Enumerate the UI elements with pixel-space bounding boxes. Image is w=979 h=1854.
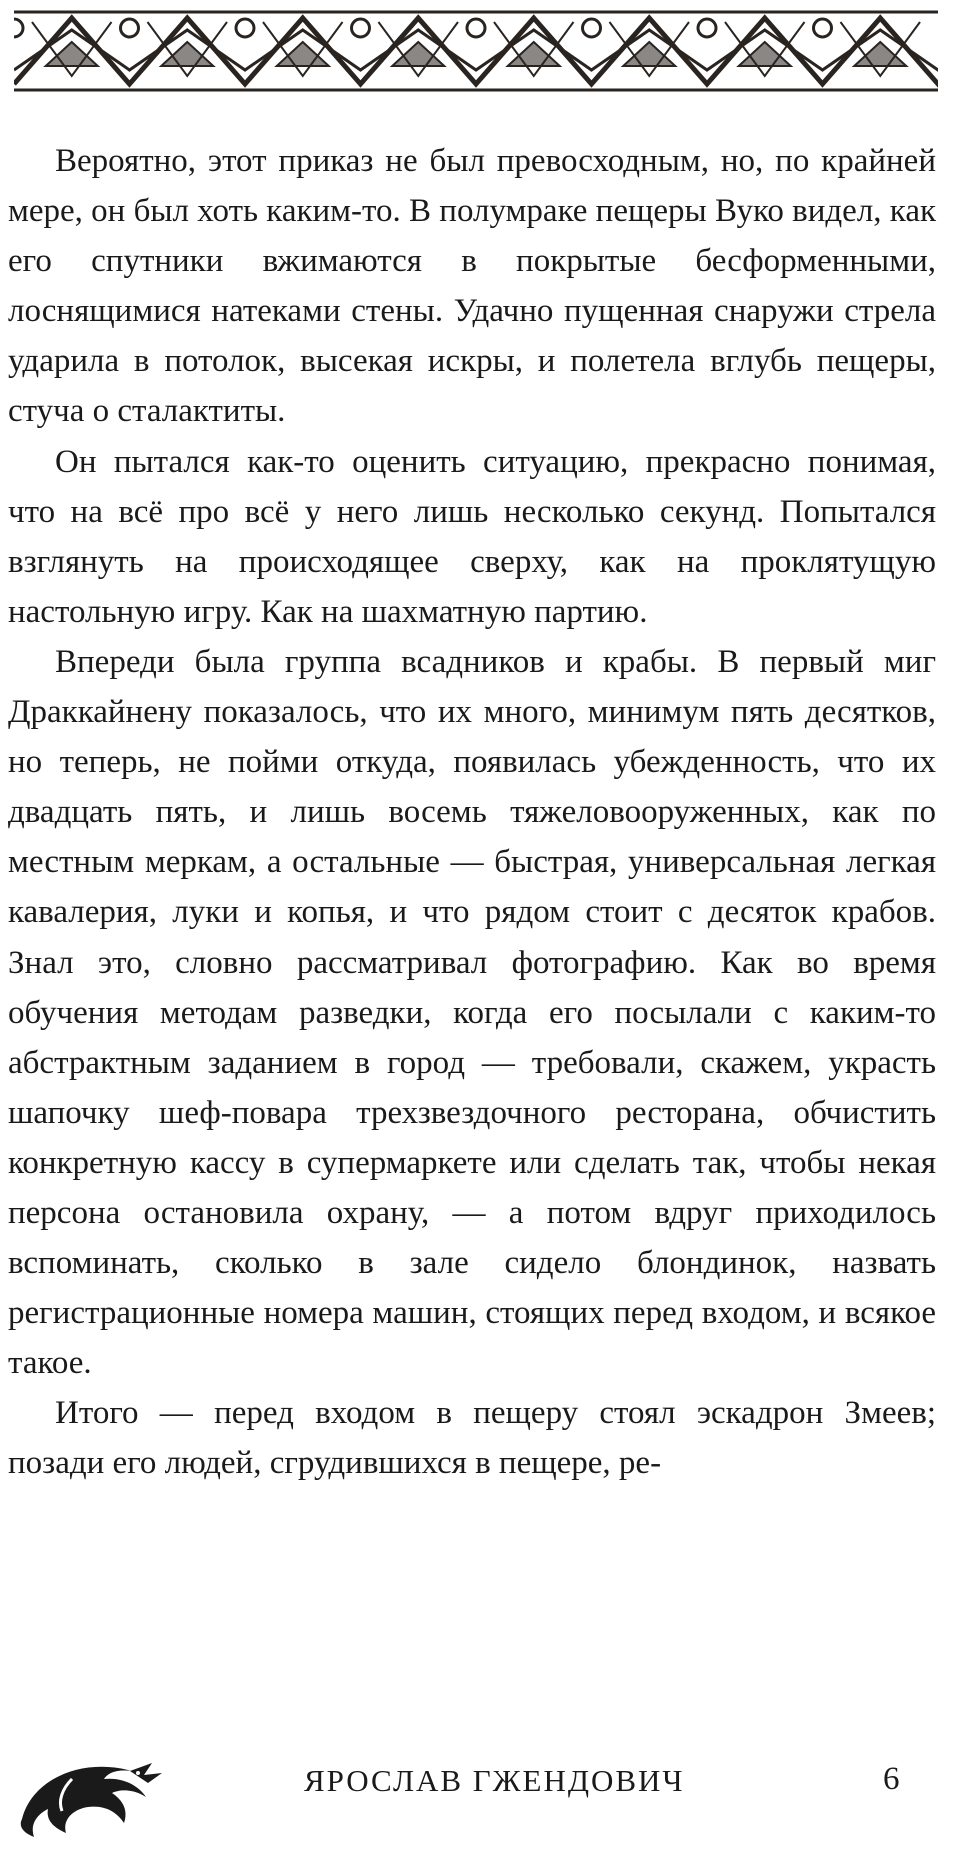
paragraph: Вероятно, этот приказ не был превосходным, но, по крайней мере, он был хоть каким-то. В полумраке пещеры Вуко видел, как его спутники вжимаются в покрытые бесформенными, лоснящимися натеками стены. Удачно пущенная снаружи стрела ударила в потолок, высекая искры, и полетела вглубь пещеры, стуча о сталактиты. <box>8 143 937 430</box>
paragraph: Он пытался как-то оценить ситуацию, прекрасно понимая, что на всё про всё у него лишь несколько секунд. Попытался взглянуть на происходящее сверху, как на проклятущую настольную игру. Как на шахматную партию. <box>8 443 936 630</box>
running-footer-author: ЯРОСЛАВ ГЖЕНДОВИЧ <box>304 1763 685 1798</box>
ornamental-border <box>14 8 938 94</box>
page-number: 6 <box>883 1761 900 1797</box>
dragon-emblem-icon <box>12 1749 172 1841</box>
paragraph: Итого — перед входом в пещеру стоял эскадрон Змеев; позади его людей, сгрудившихся в пещере, ре- <box>8 1395 936 1482</box>
body-text <box>8 136 936 1489</box>
paragraph: Впереди была группа всадников и крабы. В первый миг Драккайнену показалось, что их много, минимум пять десятков, но теперь, не пойми откуда, появилась убежденность, что их двадцать пять, и лишь восемь тяжеловооруженных, как по местным меркам, а остальные — быстрая, универсальная легкая кавалерия, луки и копья, и что рядом стоит с десяток крабов. Знал это, словно рассматривал фотографию. Как во время обучения методам разведки, когда его посылали с каким-то абстрактным заданием в город — требовали, скажем, украсть шапочку шеф-повара трехзвездочного ресторана, обчистить конкретную кассу в супермаркете или сделать так, чтобы некая персона остановила охрану, — а потом вдруг приходилось вспоминать, сколько в зале сидело блондинок, назвать регистрационные номера машин, стоящих перед входом, и всякое такое. <box>8 643 936 1382</box>
page-footer <box>0 1745 979 1845</box>
